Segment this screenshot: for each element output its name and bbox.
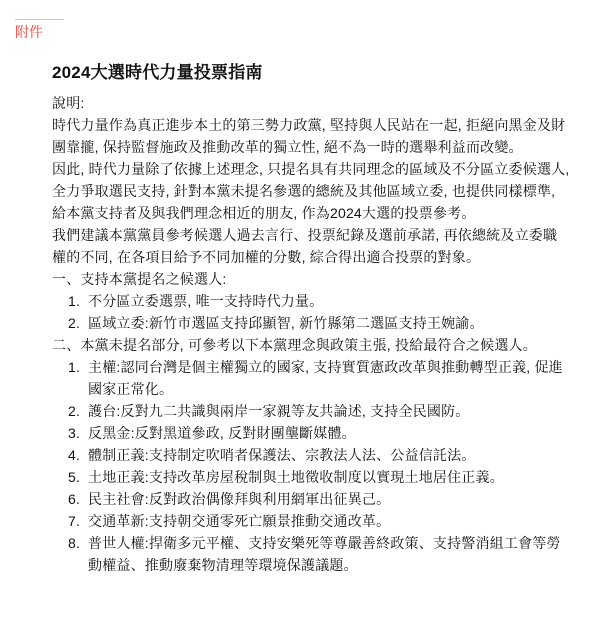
list-item: 主權:認同台灣是個主權獨立的國家, 支持實質憲政改革與推動轉型正義, 促進國家正常化。: [88, 359, 563, 397]
list-item: 區域立委:新竹市選區支持邱顯智, 新竹縣第二選區支持王婉諭。: [88, 315, 484, 331]
list-item: 反黑金:反對黑道參政, 反對財團壟斷媒體。: [88, 425, 356, 441]
list-item: 土地正義:支持改革房屋稅制與土地徵收制度以實現土地居住正義。: [88, 469, 504, 485]
attachment-label: 附件: [15, 24, 43, 40]
list-item: 民主社會:反對政治偶像拜與利用網軍出征異己。: [88, 491, 391, 507]
list-item: 交通革新:支持朝交通零死亡願景推動交通改革。: [88, 513, 391, 529]
section-heading-1: 一、支持本黨提名之候選人:: [52, 271, 227, 287]
document-body: [52, 60, 570, 576]
section-2-list: [52, 356, 570, 576]
intro-paragraph-3: 我們建議本黨黨員參考候選人過去言行、投票紀錄及選前承諾, 再依總統及立委職權的不同, 在各項目給予不同加權的分數, 綜合得出適合投票的對象。: [52, 227, 558, 265]
attachment-divider: [15, 19, 64, 20]
list-item: 不分區立委選票, 唯一支持時代力量。: [88, 293, 324, 309]
attachment-block: [15, 19, 64, 42]
intro-label: 說明:: [52, 95, 85, 111]
intro-paragraph-1: 時代力量作為真正進步本土的第三勢力政黨, 堅持與人民站在一起, 拒絕向黑金及財團靠攏, 保持監督施政及推動改革的獨立性, 絕不為一時的選舉利益而改變。: [52, 117, 566, 155]
section-1-list: [52, 290, 570, 334]
section-heading-2: 二、本黨未提名部分, 可參考以下本黨理念與政策主張, 投給最符合之候選人。: [52, 337, 537, 353]
intro-paragraph-2: 因此, 時代力量除了依據上述理念, 只提名具有共同理念的區域及不分區立委候選人, 全力爭取選民支持, 針對本黨未提名參選的總統及其他區域立委, 也提供同樣標準, 給本黨支持者及與我們理念相近的朋友, 作為2024大選的投票參考。: [52, 161, 570, 221]
list-item: 體制正義:支持制定吹哨者保護法、宗教法人法、公益信託法。: [88, 447, 476, 463]
list-item: 護台:反對九二共識與兩岸一家親等友共論述, 支持全民國防。: [88, 403, 470, 419]
document-title: 2024大選時代力量投票指南: [52, 63, 263, 82]
list-item: 普世人權:捍衛多元平權、支持安樂死等尊嚴善終政策、支持警消組工會等勞動權益、推動廢棄物清理等環境保護議題。: [88, 535, 561, 573]
